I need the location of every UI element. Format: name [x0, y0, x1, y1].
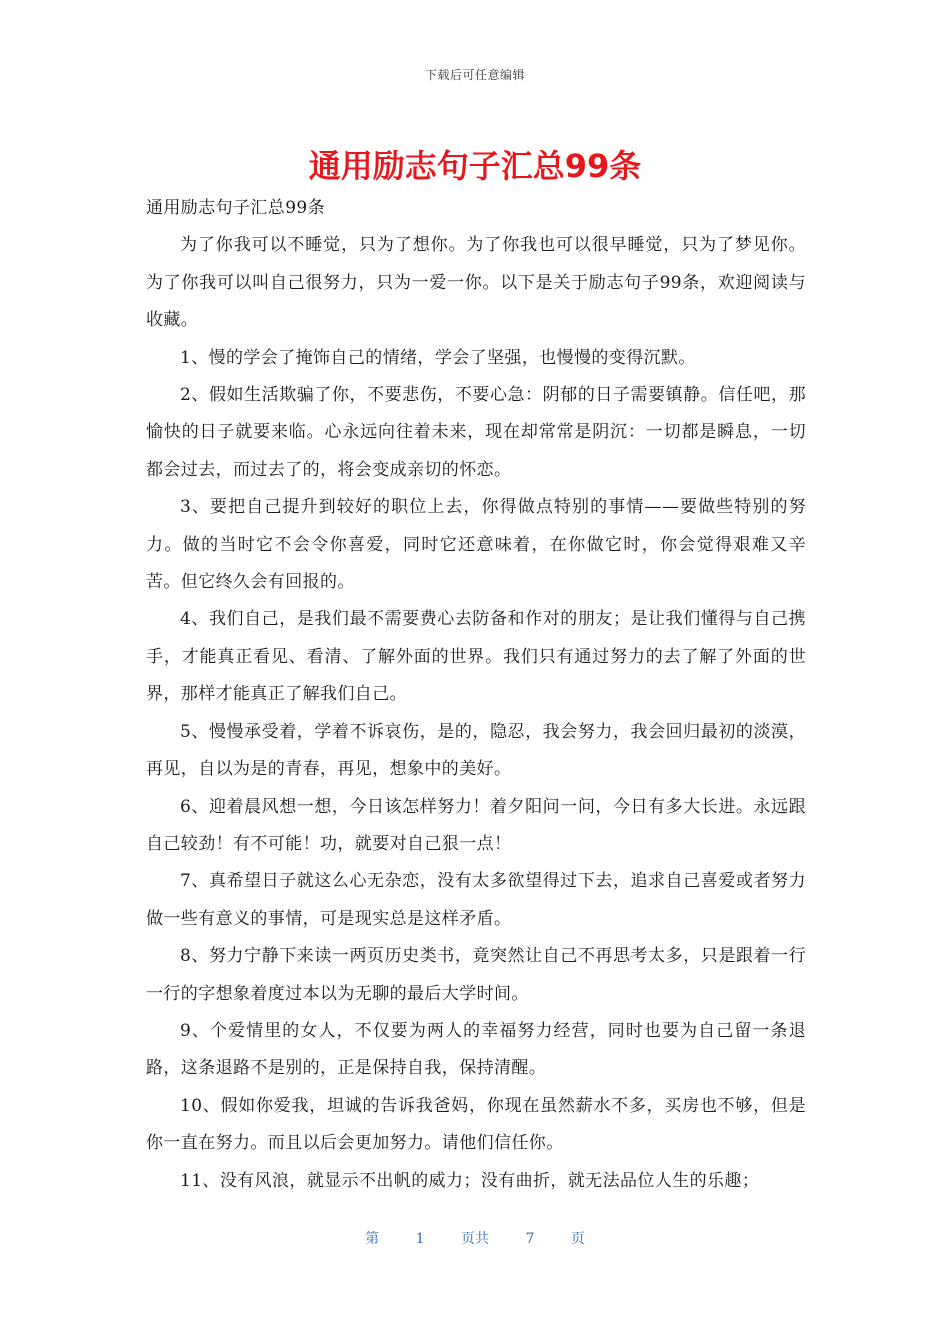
page-label-suffix: 页	[570, 1231, 585, 1247]
document-title: 通用励志句子汇总99条	[308, 147, 642, 185]
page-header: 下载后可任意编辑	[424, 68, 525, 82]
page-label-mid: 页共	[461, 1231, 489, 1247]
page-current-number: 1	[415, 1231, 425, 1247]
page-total-number: 7	[525, 1231, 535, 1247]
paragraph-item: 4、我们自己，是我们最不需要费心去防备和作对的朋友；是让我们懂得与自己携手，才能真正看见、看清、了解外面的世界。我们只有通过努力的去了解了外面的世界，那样才能真正了解我们自己。	[146, 609, 806, 705]
page-label-prefix: 第	[365, 1231, 380, 1247]
paragraph-item: 7、真希望日子就这么心无杂恋，没有太多欲望得过下去，追求自己喜爱或者努力做一些有意义的事情，可是现实总是这样矛盾。	[146, 871, 806, 929]
paragraph-item: 2、假如生活欺骗了你，不要悲伤，不要心急：阴郁的日子需要镇静。信任吧，那愉快的日子就要来临。心永远向往着未来，现在却常常是阴沉：一切都是瞬息，一切都会过去，而过去了的，将会变成亲切的怀恋。	[146, 385, 806, 480]
paragraph-item: 6、迎着晨风想一想，今日该怎样努力！着夕阳问一问，今日有多大长进。永远跟自己较劲！有不可能！功，就要对自己狠一点！	[146, 796, 806, 854]
paragraph-item: 5、慢慢承受着，学着不诉哀伤，是的，隐忍，我会努力，我会回归最初的淡漠，再见，自以为是的青春，再见，想象中的美好。	[146, 721, 806, 780]
paragraph-item: 1、慢的学会了掩饰自己的情绪，学会了坚强，也慢慢的变得沉默。	[180, 347, 696, 368]
paragraph-intro: 为了你我可以不睡觉，只为了想你。为了你我也可以很早睡觉，只为了梦见你。为了你我可以叫自己很努力，只为一爱一你。以下是关于励志句子99条，欢迎阅读与收藏。	[146, 235, 806, 331]
paragraph-item: 8、努力宁静下来读一两页历史类书，竟突然让自己不再思考太多，只是跟着一行一行的字想象着度过本以为无聊的最后大学时间。	[146, 946, 806, 1004]
page-footer	[0, 1228, 950, 1248]
paragraph-item: 3、要把自己提升到较好的职位上去，你得做点特别的事情——要做些特别的努力。做的当时它不会令你喜爱，同时它还意味着，在你做它时，你会觉得艰难又辛苦。但它终久会有回报的。	[146, 497, 806, 593]
document-body	[146, 190, 806, 1200]
paragraph-item: 10、假如你爱我，坦诚的告诉我爸妈，你现在虽然薪水不多，买房也不够，但是你一直在努力。而且以后会更加努力。请他们信任你。	[146, 1095, 806, 1154]
paragraph-item: 9、个爱情里的女人，不仅要为两人的幸福努力经营，同时也要为自己留一条退路，这条退路不是别的，正是保持自我，保持清醒。	[146, 1020, 806, 1079]
document-subtitle: 通用励志句子汇总99条	[146, 198, 326, 218]
paragraph-item: 11、没有风浪，就显示不出帆的威力；没有曲折，就无法品位人生的乐趣；	[180, 1170, 760, 1191]
